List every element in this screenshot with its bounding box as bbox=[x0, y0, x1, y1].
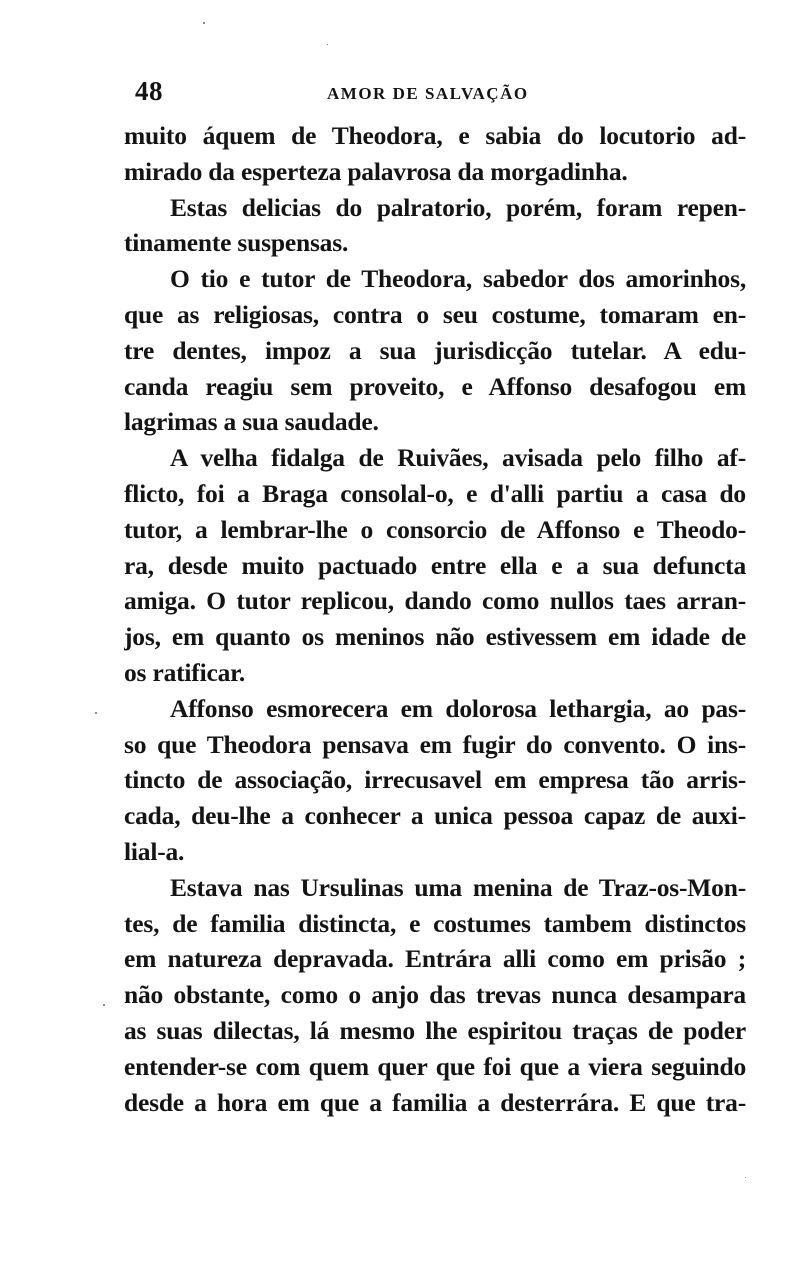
text-line: tre dentes, impoz a sua jurisdicção tutelar. A edu- bbox=[124, 335, 746, 365]
text-line: lagrimas a sua saudade. bbox=[124, 407, 379, 437]
text-line: os ratificar. bbox=[124, 657, 246, 687]
print-speck bbox=[327, 44, 328, 45]
text-line: canda reagiu sem proveito, e Affonso desafogou em bbox=[124, 371, 746, 401]
text-line: entender-se com quem quer que foi que a viera seguindo bbox=[124, 1051, 746, 1081]
text-line: A velha fidalga de Ruivães, avisada pelo filho af- bbox=[170, 443, 746, 473]
print-speck bbox=[103, 1004, 105, 1006]
text-line: ra, desde muito pactuado entre ella e a sua defuncta bbox=[124, 550, 746, 580]
text-line: so que Theodora pensava em fugir do convento. O ins- bbox=[124, 729, 746, 759]
page-number: 48 bbox=[135, 76, 163, 106]
text-line: jos, em quanto os meninos não estivessem em idade de bbox=[124, 622, 746, 652]
print-speck bbox=[745, 1177, 746, 1178]
text-line: que as religiosas, contra o seu costume, tomaram en- bbox=[124, 299, 746, 329]
text-line: Estava nas Ursulinas uma menina de Traz-os-Mon- bbox=[170, 872, 746, 902]
body-text bbox=[124, 118, 746, 1120]
text-line: não obstante, como o anjo das trevas nunca desampara bbox=[124, 980, 746, 1010]
text-line: lial-a. bbox=[124, 836, 185, 866]
running-title: AMOR DE SALVAÇÃO bbox=[327, 84, 529, 103]
text-line: cada, deu-lhe a conhecer a unica pessoa capaz de auxi- bbox=[124, 801, 746, 831]
print-speck bbox=[203, 22, 205, 24]
text-line: tincto de associação, irrecusavel em empresa tão arris- bbox=[124, 765, 746, 795]
text-line: O tio e tutor de Theodora, sabedor dos amorinhos, bbox=[170, 264, 746, 294]
text-line: amiga. O tutor replicou, dando como nullos taes arran- bbox=[124, 586, 746, 616]
text-line: desde a hora em que a familia a desterrára. E que tra- bbox=[124, 1087, 746, 1117]
text-line: tutor, a lembrar-lhe o consorcio de Affonso e Theodo- bbox=[124, 514, 746, 544]
text-line: mirado da esperteza palavrosa da morgadinha. bbox=[124, 156, 628, 186]
text-line: Estas delicias do palratorio, porém, foram repen- bbox=[170, 192, 746, 222]
text-line: as suas dilectas, lá mesmo lhe espiritou traças de poder bbox=[124, 1015, 746, 1045]
text-line: flicto, foi a Braga consolal-o, e d'alli partiu a casa do bbox=[124, 478, 746, 508]
page-header bbox=[135, 76, 745, 110]
print-speck bbox=[95, 712, 97, 714]
text-line: tinamente suspensas. bbox=[124, 228, 349, 258]
text-line: em natureza depravada. Entrára alli como em prisão ; bbox=[124, 944, 746, 974]
text-line: Affonso esmorecera em dolorosa lethargia, ao pas- bbox=[170, 693, 746, 723]
text-line: tes, de familia distincta, e costumes tambem distinctos bbox=[124, 908, 746, 938]
text-line: muito áquem de Theodora, e sabia do locutorio ad- bbox=[124, 121, 746, 150]
